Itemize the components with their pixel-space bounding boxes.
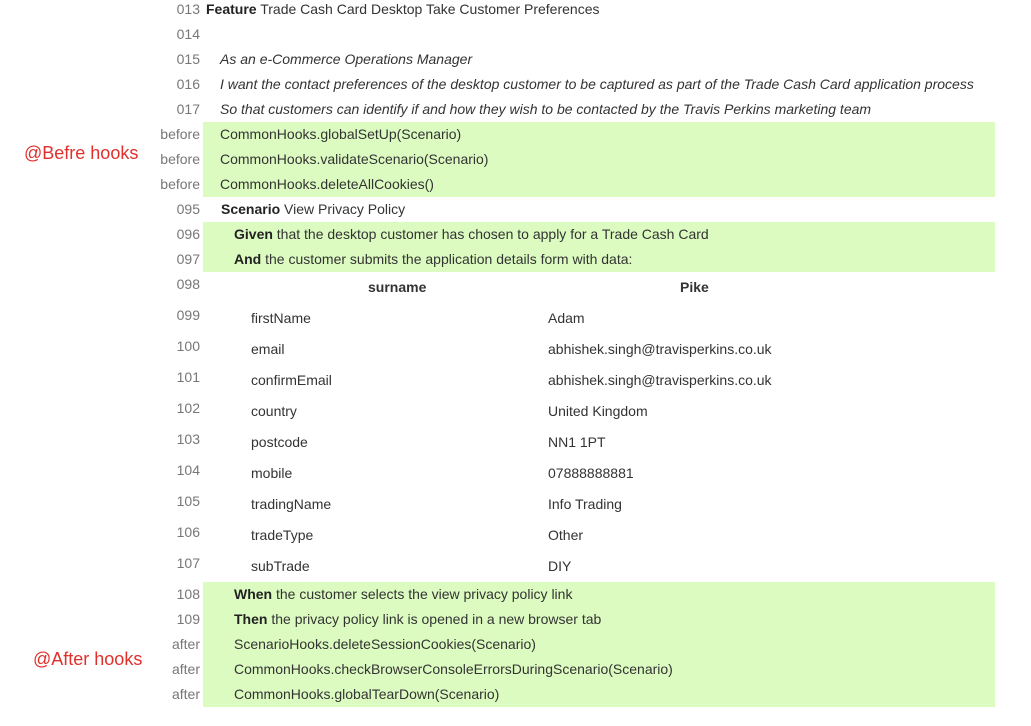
line-number: 103 xyxy=(176,431,200,447)
step-text xyxy=(234,607,601,632)
table-row xyxy=(0,489,1031,520)
feature-line xyxy=(0,0,1031,22)
table-cell-value: Adam xyxy=(548,310,585,326)
step-description: the privacy policy link is opened in a new browser tab xyxy=(271,611,602,627)
hook-text: CommonHooks.globalSetUp(Scenario) xyxy=(220,126,462,142)
table-cell-value: United Kingdom xyxy=(548,403,648,419)
table-cell-value: 07888888881 xyxy=(548,465,634,481)
line-number: 105 xyxy=(176,493,200,509)
table-cell-key: tradingName xyxy=(251,496,332,512)
table-cell-value: NN1 1PT xyxy=(548,434,606,450)
narrative-line xyxy=(0,72,1031,97)
hook-text: CommonHooks.checkBrowserConsoleErrorsDuringScenario(Scenario) xyxy=(234,661,673,677)
table-header-key: surname xyxy=(368,279,427,295)
scenario-keyword: Scenario xyxy=(221,201,281,217)
scenario-name: View Privacy Policy xyxy=(284,201,406,217)
step-description: the customer submits the application details form with data: xyxy=(265,251,633,267)
step-keyword: When xyxy=(234,586,273,602)
table-cell-value: abhishek.singh@travisperkins.co.uk xyxy=(548,372,772,388)
line-number: after xyxy=(171,686,200,702)
line-number: before xyxy=(160,151,200,167)
narrative-text: As an e-Commerce Operations Manager xyxy=(220,51,473,67)
feature-name: Trade Cash Card Desktop Take Customer Preferences xyxy=(260,1,600,17)
table-cell-value: DIY xyxy=(548,558,572,574)
table-cell-key: email xyxy=(251,341,285,357)
table-row xyxy=(0,365,1031,396)
scenario-title xyxy=(221,197,405,222)
line-number: 106 xyxy=(176,524,200,540)
table-row xyxy=(0,427,1031,458)
table-cell-key: tradeType xyxy=(251,527,314,543)
table-cell-key: mobile xyxy=(251,465,293,481)
after-hook-row xyxy=(0,632,1031,657)
step-description: the customer selects the view privacy policy link xyxy=(276,586,573,602)
hook-text: CommonHooks.validateScenario(Scenario) xyxy=(220,151,489,167)
table-row xyxy=(0,303,1031,334)
line-number: 108 xyxy=(176,586,200,602)
narrative-line xyxy=(0,47,1031,72)
step-keyword: And xyxy=(234,251,262,267)
line-number: 098 xyxy=(176,276,200,292)
scenario-line xyxy=(0,197,1031,222)
line-number: after xyxy=(171,661,200,677)
after-hook-row xyxy=(0,657,1031,682)
step-description: that the desktop customer has chosen to apply for a Trade Cash Card xyxy=(276,226,709,242)
step-keyword: Then xyxy=(234,611,268,627)
step-row xyxy=(0,607,1031,632)
line-number: 016 xyxy=(176,76,200,92)
line-number: 107 xyxy=(176,555,200,571)
table-cell-key: postcode xyxy=(251,434,308,450)
line-number: 015 xyxy=(176,51,200,67)
table-header-value: Pike xyxy=(680,279,709,295)
table-cell-value: abhishek.singh@travisperkins.co.uk xyxy=(548,341,772,357)
line-number: 100 xyxy=(176,338,200,354)
step-text xyxy=(234,222,709,247)
hook-text: CommonHooks.deleteAllCookies() xyxy=(220,176,434,192)
line-number: 104 xyxy=(176,462,200,478)
before-hook-row xyxy=(0,172,1031,197)
table-row xyxy=(0,334,1031,365)
line-number: 097 xyxy=(176,251,200,267)
table-row xyxy=(0,458,1031,489)
table-row xyxy=(0,520,1031,551)
line-number: after xyxy=(171,636,200,652)
line-number: 014 xyxy=(176,26,200,42)
before-hook-row xyxy=(0,122,1031,147)
hook-text: ScenarioHooks.deleteSessionCookies(Scenario) xyxy=(234,636,536,652)
blank-line xyxy=(0,22,1031,47)
after-hooks-annotation: @After hooks xyxy=(33,649,143,669)
feature-keyword: Feature xyxy=(206,1,257,17)
before-hook-row xyxy=(0,147,1031,172)
table-cell-value: Info Trading xyxy=(548,496,622,512)
line-number: before xyxy=(160,176,200,192)
before-hooks-annotation: @Befre hooks xyxy=(24,143,139,163)
table-row xyxy=(0,396,1031,427)
feature-title xyxy=(206,0,599,22)
table-cell-key: subTrade xyxy=(251,558,310,574)
table-cell-value: Other xyxy=(548,527,584,543)
hook-text: CommonHooks.globalTearDown(Scenario) xyxy=(234,686,500,702)
narrative-line xyxy=(0,97,1031,122)
narrative-text: So that customers can identify if and how they wish to be contacted by the Travis Perkins marketing team xyxy=(220,101,872,117)
line-number: 099 xyxy=(176,307,200,323)
table-cell-key: firstName xyxy=(251,310,311,326)
line-number: 017 xyxy=(176,101,200,117)
line-number: 013 xyxy=(176,1,200,17)
step-row xyxy=(0,247,1031,272)
table-header-row xyxy=(0,272,1031,303)
line-number: 095 xyxy=(176,201,200,217)
step-row xyxy=(0,582,1031,607)
line-number: 109 xyxy=(176,611,200,627)
step-row xyxy=(0,222,1031,247)
table-cell-key: country xyxy=(251,403,297,419)
after-hook-row xyxy=(0,682,1031,707)
line-number: 102 xyxy=(176,400,200,416)
step-keyword: Given xyxy=(234,226,273,242)
table-row xyxy=(0,551,1031,582)
line-number: before xyxy=(160,126,200,142)
table-cell-key: confirmEmail xyxy=(251,372,332,388)
line-number: 096 xyxy=(176,226,200,242)
narrative-text: I want the contact preferences of the desktop customer to be captured as part of the Trade Cash Card application process xyxy=(220,76,974,92)
step-text xyxy=(234,247,632,272)
line-number: 101 xyxy=(176,369,200,385)
step-text xyxy=(234,582,572,607)
